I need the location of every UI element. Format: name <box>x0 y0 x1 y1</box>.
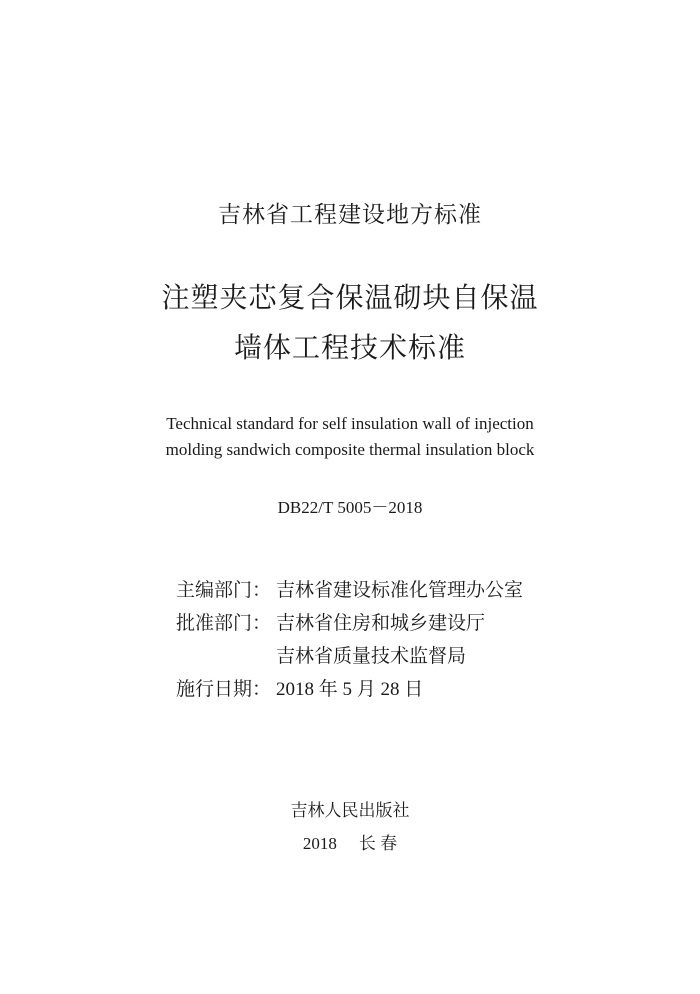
info-label <box>176 640 276 673</box>
info-row-approver <box>176 607 616 640</box>
info-row-effective-date <box>176 673 616 706</box>
publication-city: 长 春 <box>358 834 398 853</box>
chinese-title-line-2: 墙体工程技术标准 <box>233 331 466 364</box>
publication-info <box>176 574 616 706</box>
english-title-line-1: Technical standard for self insulation wall of injection <box>166 414 534 433</box>
chinese-title-line-1: 注塑夹芯复合保温砌块自保温 <box>161 281 539 314</box>
info-value: 吉林省住房和城乡建设厅 <box>276 613 486 634</box>
info-value: 吉林省建设标准化管理办公室 <box>276 580 524 601</box>
info-value: 吉林省质量技术监督局 <box>276 646 467 667</box>
info-row-approver-2 <box>176 640 616 673</box>
info-value: 2018 年 5 月 28 日 <box>276 679 424 700</box>
publication-year-city <box>0 829 700 854</box>
info-label: 批准部门： <box>176 613 272 634</box>
info-label: 施行日期： <box>176 679 272 700</box>
info-label: 主编部门： <box>176 580 272 601</box>
publication-year: 2018 <box>302 834 337 853</box>
standard-code: DB22/T 5005－2018 <box>277 498 423 517</box>
english-title-line-2: molding sandwich composite thermal insulation block <box>165 440 535 459</box>
series-title: 吉林省工程建设地方标准 <box>218 202 482 228</box>
info-row-editor <box>176 574 616 607</box>
publisher-name: 吉林人民出版社 <box>290 801 410 820</box>
